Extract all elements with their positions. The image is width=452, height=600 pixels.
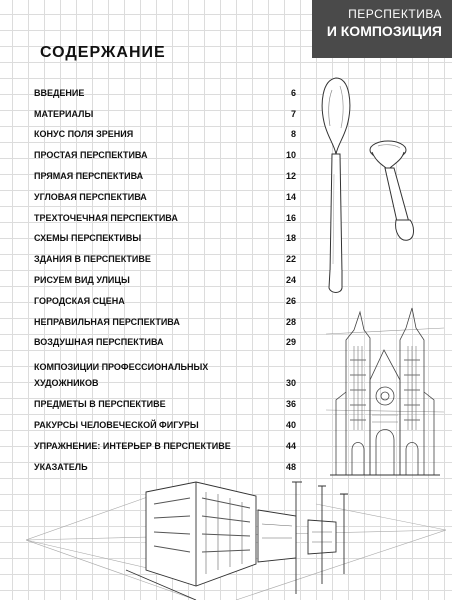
- toc-entry-page: 10: [285, 150, 296, 161]
- header-line-2: И КОМПОЗИЦИЯ: [326, 23, 442, 39]
- toc-entry[interactable]: [34, 184, 296, 205]
- toc-entry[interactable]: [34, 309, 296, 330]
- toc-entry-label: УКАЗАТЕЛЬ: [34, 461, 88, 472]
- toc-entry-page: 28: [285, 316, 296, 327]
- toc-entry-page: 12: [285, 170, 296, 181]
- toc-entry-page: 36: [285, 399, 296, 410]
- toc-entry-label: ЗДАНИЯ В ПЕРСПЕКТИВЕ: [34, 254, 151, 265]
- toc-entry-page: 29: [285, 337, 296, 348]
- toc-entry-label: МАТЕРИАЛЫ: [34, 108, 94, 119]
- toc-entry[interactable]: [34, 122, 296, 143]
- street-perspective-icon: [26, 474, 446, 600]
- toc-entry-label: ПРЕДМЕТЫ В ПЕРСПЕКТИВЕ: [34, 399, 166, 410]
- toc-entry-page: 8: [290, 129, 296, 140]
- toc-entry-label: НЕПРАВИЛЬНАЯ ПЕРСПЕКТИВА: [34, 316, 180, 327]
- toc-entry-page: 26: [285, 295, 296, 306]
- toc-entry-label: ПРЯМАЯ ПЕРСПЕКТИВА: [34, 170, 144, 181]
- toc-entry[interactable]: [34, 226, 296, 247]
- toc-entry-label: УГЛОВАЯ ПЕРСПЕКТИВА: [34, 191, 147, 202]
- toc-entry[interactable]: [34, 80, 296, 101]
- toc-entry-label: ТРЕХТОЧЕЧНАЯ ПЕРСПЕКТИВА: [34, 212, 178, 223]
- pestle-icon: [364, 136, 424, 248]
- toc-entry-page: 14: [285, 191, 296, 202]
- toc-entry[interactable]: [34, 101, 296, 122]
- toc-entry-label: КОНУС ПОЛЯ ЗРЕНИЯ: [34, 129, 134, 140]
- toc-entry-label: [34, 359, 208, 391]
- toc-entry[interactable]: [34, 350, 296, 391]
- toc-entry-label: СХЕМЫ ПЕРСПЕКТИВЫ: [34, 233, 142, 244]
- toc-entry-label: РАКУРСЫ ЧЕЛОВЕЧЕСКОЙ ФИГУРЫ: [34, 419, 199, 430]
- toc-entry-page: 18: [285, 233, 296, 244]
- toc-entry[interactable]: [34, 246, 296, 267]
- toc-entry-label: ПРОСТАЯ ПЕРСПЕКТИВА: [34, 150, 148, 161]
- toc-entry[interactable]: [34, 454, 296, 475]
- toc-entry-label: РИСУЕМ ВИД УЛИЦЫ: [34, 274, 130, 285]
- toc-entry-label-line-1: КОМПОЗИЦИИ ПРОФЕССИОНАЛЬНЫХ: [34, 362, 209, 373]
- toc-entry[interactable]: [34, 142, 296, 163]
- toc-entry-label: ВОЗДУШНАЯ ПЕРСПЕКТИВА: [34, 337, 164, 348]
- toc-entry-page: 48: [285, 461, 296, 472]
- toc-title: СОДЕРЖАНИЕ: [40, 44, 166, 61]
- toc-entry[interactable]: [34, 288, 296, 309]
- toc-entry-page: 7: [290, 108, 296, 119]
- cathedral-icon: [326, 300, 444, 476]
- toc-entry-page: 30: [285, 378, 296, 389]
- toc-entry-page: 24: [285, 274, 296, 285]
- toc-entry-label: ВВЕДЕНИЕ: [34, 87, 85, 98]
- toc-entry[interactable]: [34, 433, 296, 454]
- toc-entry-page: 44: [285, 440, 296, 451]
- toc-entry-label: ГОРОДСКАЯ СЦЕНА: [34, 295, 125, 306]
- toc-list: [34, 80, 296, 475]
- toc-entry[interactable]: [34, 412, 296, 433]
- toc-entry-page: 16: [285, 212, 296, 223]
- toc-entry-page: 6: [290, 87, 296, 98]
- toc-entry-page: 22: [285, 254, 296, 265]
- toc-entry[interactable]: [34, 267, 296, 288]
- toc-entry[interactable]: [34, 330, 296, 351]
- toc-entry-page: 40: [285, 419, 296, 430]
- header-banner: [312, 0, 452, 58]
- toc-entry-label-line-2: ХУДОЖНИКОВ: [34, 378, 99, 389]
- toc-entry[interactable]: [34, 163, 296, 184]
- wooden-spoon-icon: [314, 74, 366, 296]
- toc-entry-label: УПРАЖНЕНИЕ: ИНТЕРЬЕР В ПЕРСПЕКТИВЕ: [34, 440, 231, 451]
- toc-entry[interactable]: [34, 205, 296, 226]
- toc-entry[interactable]: [34, 391, 296, 412]
- header-line-1: ПЕРСПЕКТИВА: [348, 7, 442, 21]
